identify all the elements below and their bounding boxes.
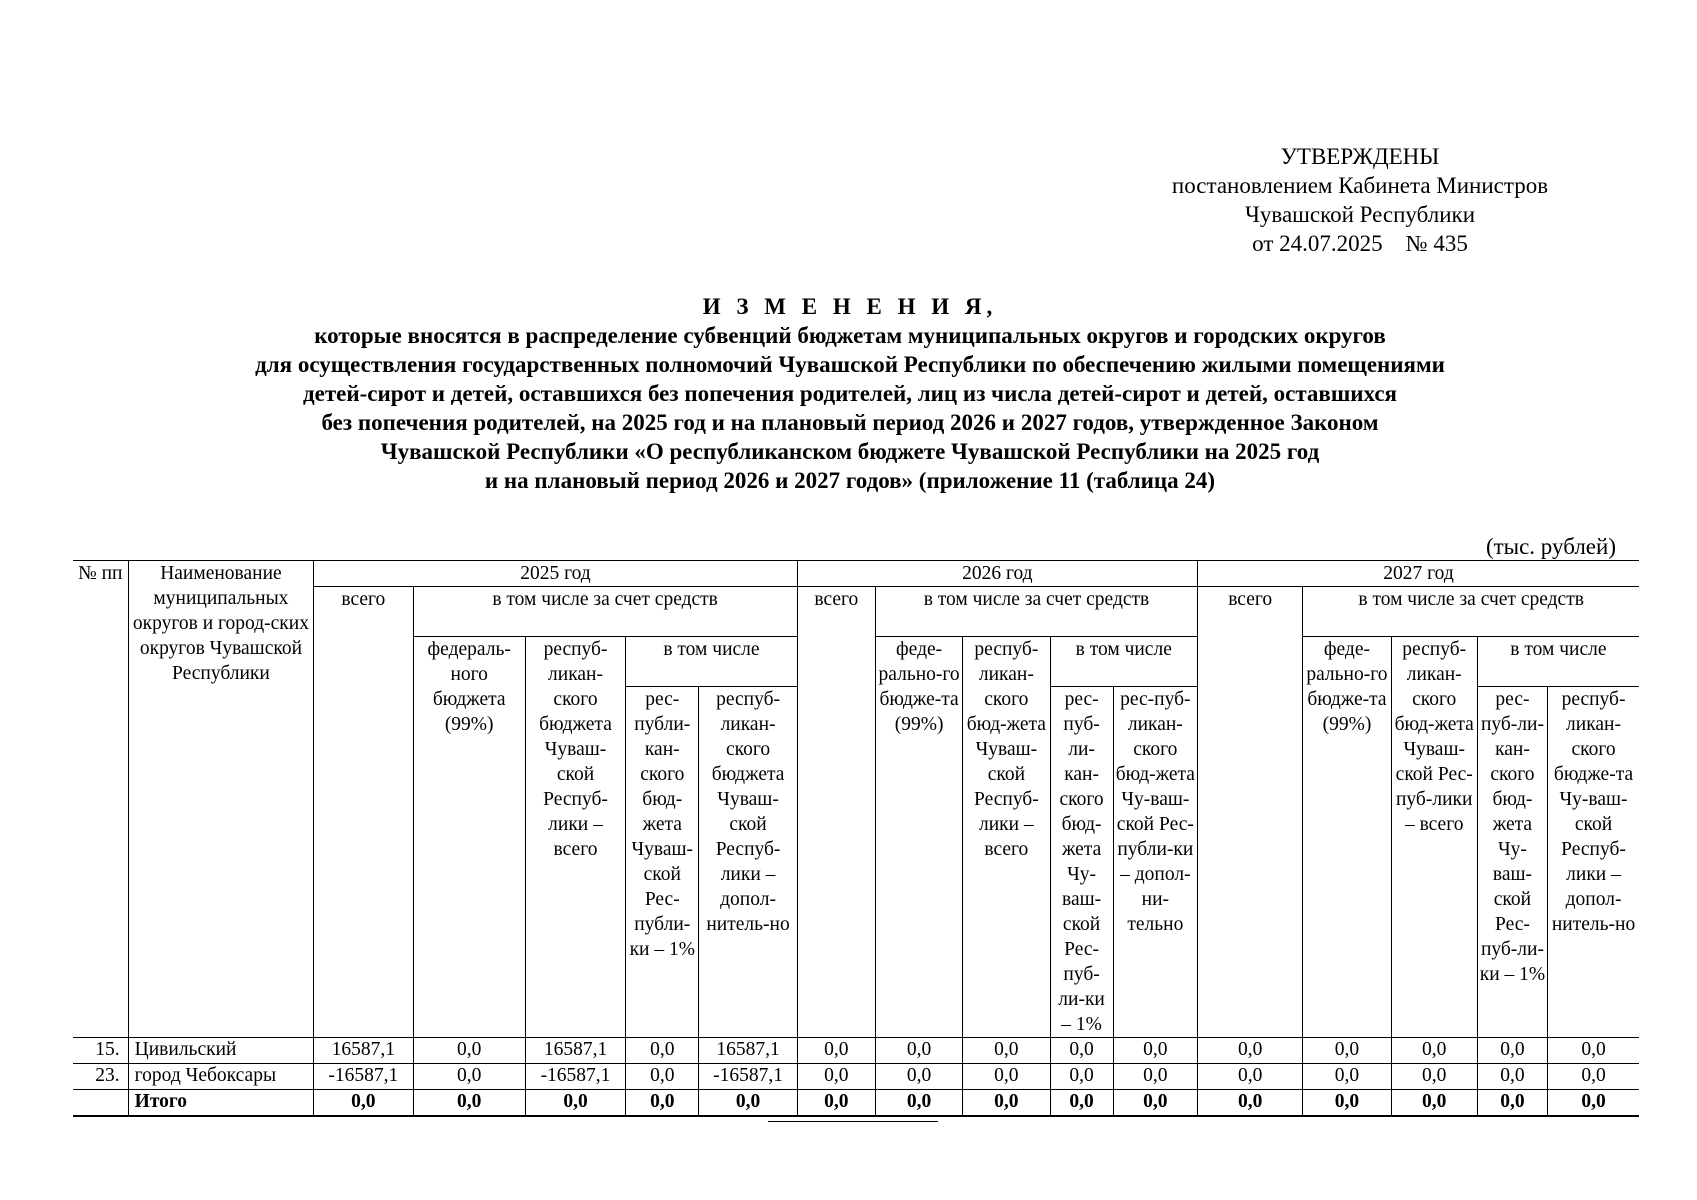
cell-2026-fed: 0,0 [875,1063,962,1089]
title-line-3: детей-сирот и детей, оставшихся без попечения родителей, лиц из числа детей-сирот и детей, оставшихся [303,381,1397,406]
cell-2027-rep1: 0,0 [1477,1037,1547,1063]
header-2026-incl-short: в том числе [1050,636,1198,686]
cell-2025-repadd: -16587,1 [699,1063,797,1089]
header-2027-rep: респуб-ликан-ского бюд-жета Чуваш-ской Рес-пуб-лики – всего [1391,636,1477,1037]
title-line-2: для осуществления государственных полномочий Чувашской Республики по обеспечению жилыми помещениями [255,352,1445,377]
table-row [73,1063,1639,1089]
header-2026-rep: респуб-ликан-ского бюд-жета Чуваш-ской Респуб-лики – всего [963,636,1050,1037]
header-name: Наименование муниципальных округов и город-ских округов Чувашской Республики [128,561,314,687]
title-line-1: которые вносятся в распределение субвенций бюджетам муниципальных округов и городских округов [314,323,1386,348]
cell-2025-rep1: 0,0 [626,1063,699,1089]
header-2027-repadd: респуб-ликан-ского бюдже-та Чу-ваш-ской Респуб-лики – допол-нитель-но [1548,686,1639,1037]
cell-2025-rep1: 0,0 [626,1089,699,1116]
table-header [73,561,1639,1038]
title-heading: И З М Е Н Е Н И Я, [702,294,998,319]
row-num: 23. [73,1063,128,1089]
header-num-spacer [73,686,128,1037]
header-2026-repadd: рес-пуб-ликан-ского бюд-жета Чу-ваш-ской Рес-публи-ки – допол-ни-тельно [1113,686,1197,1037]
cell-2025-repadd: 0,0 [699,1089,797,1116]
cell-2027-fed: 0,0 [1303,1089,1391,1116]
header-2025-repadd: респуб-ликан-ского бюджета Чуваш-ской Респуб-лики – допол-нитель-но [699,686,797,1037]
cell-2026-rep: 0,0 [963,1037,1050,1063]
header-2027-incl: в том числе за счет средств [1303,587,1639,637]
header-2025-total: всего [314,587,413,687]
approval-title: УТВЕРЖДЕНЫ [1280,144,1440,169]
cell-2026-fed: 0,0 [875,1037,962,1063]
header-2027-rep1: рес-пуб-ли-кан-ского бюд-жета Чу-ваш-ской Рес-пуб-ли-ки – 1% [1477,686,1547,1037]
approval-region: Чувашской Республики [1244,202,1476,227]
cell-2026-rep1: 0,0 [1050,1037,1113,1063]
row-name: Итого [128,1089,314,1116]
header-2026-total-spacer [797,686,875,1037]
header-2025-rep: респуб-ликан-ского бюджета Чуваш-ской Респуб-лики – всего [525,636,625,1037]
header-2026-fed: феде-рально-го бюдже-та (99%) [875,636,962,1037]
title-line-4: без попечения родителей, на 2025 год и на плановый период 2026 и 2027 годов, утвержденное Законом [321,410,1379,435]
header-2025-rep1: рес-публи-кан-ского бюд-жета Чуваш-ской Рес-публи-ки – 1% [626,686,699,1037]
table-row [73,1037,1639,1063]
cell-2027-rep1: 0,0 [1477,1089,1547,1116]
header-2027-fed: феде-рально-го бюдже-та (99%) [1303,636,1391,1037]
cell-2027-total: 0,0 [1198,1037,1303,1063]
header-2027-total-spacer [1198,686,1303,1037]
header-2026-rep1: рес-пуб-ли-кан-ского бюд-жета Чу-ваш-ской Рес-пуб-ли-ки – 1% [1050,686,1113,1037]
cell-2026-rep1: 0,0 [1050,1089,1113,1116]
cell-2026-total: 0,0 [797,1089,875,1116]
header-2026-incl: в том числе за счет средств [875,587,1197,637]
table-row-total [73,1089,1639,1116]
cell-2027-rep: 0,0 [1391,1037,1477,1063]
document-title [100,292,1600,495]
title-line-5: Чувашской Республики «О республиканском бюджете Чувашской Республики на 2025 год [380,439,1320,464]
row-name: город Чебоксары [128,1063,314,1089]
row-num [73,1089,128,1116]
cell-2026-total: 0,0 [797,1063,875,1089]
cell-2027-rep: 0,0 [1391,1089,1477,1116]
subsidy-table [73,560,1639,1117]
approval-date-number: от 24.07.2025 № 435 [1252,231,1468,256]
cell-2027-rep1: 0,0 [1477,1063,1547,1089]
cell-2026-total: 0,0 [797,1037,875,1063]
header-num: № пп [73,561,128,687]
cell-2026-rep1: 0,0 [1050,1063,1113,1089]
table-body [73,1037,1639,1116]
header-2025-incl: в том числе за счет средств [413,587,797,637]
cell-2026-rep: 0,0 [963,1089,1050,1116]
cell-2026-repadd: 0,0 [1113,1037,1197,1063]
header-2025-incl-short: в том числе [626,636,798,686]
cell-2025-total: -16587,1 [314,1063,413,1089]
cell-2025-rep: 16587,1 [525,1037,625,1063]
cell-2026-repadd: 0,0 [1113,1063,1197,1089]
cell-2027-total: 0,0 [1198,1089,1303,1116]
subsidy-table-wrapper [73,560,1639,1117]
header-year-2026: 2026 год [797,561,1197,587]
cell-2025-fed: 0,0 [413,1037,525,1063]
cell-2025-rep: 0,0 [525,1089,625,1116]
header-2025-total-spacer [314,686,413,1037]
header-2025-fed: федераль-ного бюджета (99%) [413,636,525,1037]
approval-authority: постановлением Кабинета Министров [1171,173,1549,198]
header-2027-incl-short: в том числе [1477,636,1639,686]
row-num: 15. [73,1037,128,1063]
cell-2027-repadd: 0,0 [1548,1037,1639,1063]
cell-2025-rep: -16587,1 [525,1063,625,1089]
cell-2026-repadd: 0,0 [1113,1089,1197,1116]
header-2027-total: всего [1198,587,1303,687]
cell-2025-fed: 0,0 [413,1063,525,1089]
cell-2026-fed: 0,0 [875,1089,962,1116]
cell-2027-fed: 0,0 [1303,1037,1391,1063]
cell-2025-repadd: 16587,1 [699,1037,797,1063]
title-line-6: и на плановый период 2026 и 2027 годов» (приложение 11 (таблица 24) [484,468,1216,493]
approval-stamp [1130,142,1590,258]
cell-2025-total: 0,0 [314,1089,413,1116]
header-year-2025: 2025 год [314,561,798,587]
header-year-2027: 2027 год [1198,561,1640,587]
cell-2025-rep1: 0,0 [626,1037,699,1063]
header-2026-total: всего [797,587,875,687]
cell-2026-rep: 0,0 [963,1063,1050,1089]
units-label: (тыс. рублей) [1485,534,1616,559]
row-name: Цивильский [128,1037,314,1063]
cell-2027-total: 0,0 [1198,1063,1303,1089]
cell-2027-fed: 0,0 [1303,1063,1391,1089]
footer-divider [768,1121,938,1122]
cell-2027-repadd: 0,0 [1548,1089,1639,1116]
cell-2027-repadd: 0,0 [1548,1063,1639,1089]
cell-2025-total: 16587,1 [314,1037,413,1063]
cell-2027-rep: 0,0 [1391,1063,1477,1089]
cell-2025-fed: 0,0 [413,1089,525,1116]
header-name-spacer [128,686,314,1037]
